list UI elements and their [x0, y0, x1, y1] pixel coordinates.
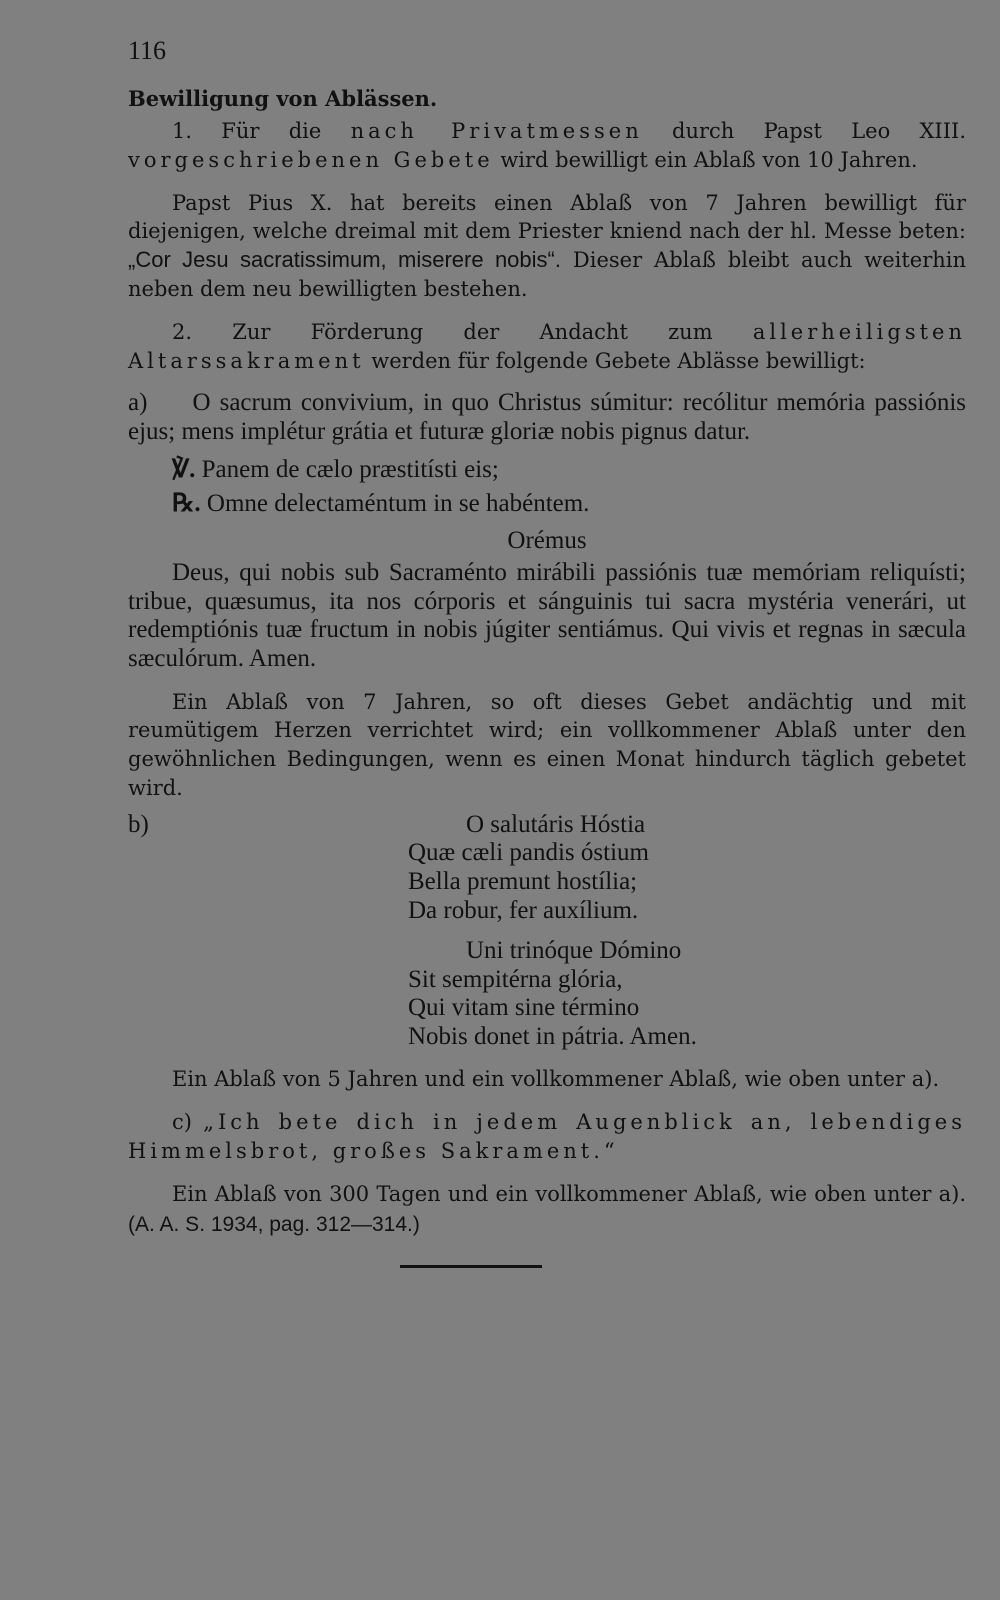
prayer-a-text-block — [128, 389, 966, 446]
verse-line: Quæ cæli pandis óstium — [408, 839, 649, 867]
section-heading: Bewilligung von Ablässen. — [128, 86, 438, 111]
indulgence-c-text: Ein Ablaß von 300 Tagen und ein vollkommener Ablaß, wie oben unter a). — [172, 1181, 966, 1206]
paragraph-pius-x-text: Papst Pius X. hat bereits einen Ablaß von 7 Jahren bewilligt für diejenigen, welche dreimal mit dem Priester kniend nach der hl. Messe beten: — [128, 190, 966, 244]
paragraph-privatmessen-spaced-2: vorgeschriebenen Gebete — [128, 147, 494, 172]
prayer-a-label: a) — [128, 389, 148, 417]
book-page — [128, 36, 966, 1268]
indulgence-c — [128, 1180, 966, 1240]
response-text: Omne delectaméntum in se habéntem. — [206, 489, 590, 517]
paragraph-privatmessen-spaced-1: nach Privatmessen — [350, 119, 643, 143]
prayer-b — [128, 811, 966, 1052]
prayer-b-stanza-1 — [408, 811, 966, 925]
verse-line: Da robur, fer auxílium. — [408, 896, 639, 924]
indulgence-c-source: (A. A. S. 1934, pag. 312—314.) — [128, 1212, 420, 1236]
oremus-heading: Orémus — [507, 526, 587, 554]
prayer-c-label: c) — [172, 1110, 204, 1135]
paragraph-pius-x-suffix: Dieser Ablaß bleibt auch weiterhin neben dem neu bewilligten bestehen. — [128, 248, 967, 301]
paragraph-privatmessen-suffix: wird bewilligt ein Ablaß von 10 Jahren. — [493, 147, 918, 172]
prayer-c — [128, 1108, 966, 1166]
verse-line: Uni trinóque Dómino — [466, 937, 682, 965]
response-symbol: ℞. — [172, 489, 201, 517]
versicle-line — [172, 455, 966, 485]
prayer-b-stanza-2 — [408, 937, 966, 1051]
versicle-text: Panem de cælo præstitísti eis; — [201, 455, 499, 483]
paragraph-pius-x-latin: „Cor Jesu sacratissimum, miserere nobis“. — [128, 247, 561, 273]
response-line — [172, 489, 966, 519]
paragraph-privatmessen-prefix: 1. Für die — [172, 119, 351, 143]
page-number: 116 — [128, 36, 167, 65]
paragraph-privatmessen — [128, 117, 966, 175]
versicle-symbol: ℣. — [172, 455, 196, 483]
paragraph-altarssakrament — [128, 318, 966, 376]
verse-line: Sit sempitérna glória, — [408, 965, 623, 993]
indulgence-b: Ein Ablaß von 5 Jahren und ein vollkommener Ablaß, wie oben unter a). — [172, 1067, 940, 1092]
verse-line: Qui vitam sine término — [408, 994, 640, 1022]
paragraph-altarssakrament-suffix: werden für folgende Gebete Ablässe bewilligt: — [364, 348, 866, 373]
prayer-b-label: b) — [128, 810, 149, 838]
collect-prayer: Deus, qui nobis sub Sacraménto mirábili passiónis tuæ memóriam reliquísti; tribue, quæsumus, ita nos córporis et sánguinis tui sacra mystéria venerári, ut redemptiónis tuæ fructum in nobis júgiter sentiámus. Qui vivis et regnas in sæcula sæculórum. Amen. — [128, 559, 966, 672]
paragraph-altarssakrament-prefix: 2. Zur Förderung der Andacht zum — [172, 319, 753, 344]
verse-line: O salutáris Hóstia — [466, 810, 646, 838]
prayer-c-text: „Ich bete dich in jedem Augenblick an, lebendiges Himmelsbrot, großes Sakrament.“ — [128, 1110, 966, 1164]
verse-line: Nobis donet in pátria. Amen. — [408, 1022, 697, 1050]
paragraph-pius-x — [128, 189, 966, 304]
prayer-a-text: O sacrum convivium, in quo Christus súmitur: recólitur memória passiónis ejus; mens implétur grátia et futuræ gloriæ nobis pignus datur. — [128, 389, 966, 445]
paragraph-altarssakrament-spaced: allerheiligsten Altarssakrament — [128, 319, 966, 373]
closing-rule — [400, 1265, 542, 1268]
indulgence-a: Ein Ablaß von 7 Jahren, so oft dieses Gebet andächtig und mit reumütigem Herzen verrichtet wird; ein vollkommener Ablaß unter den gewöhnlichen Bedingungen, wenn es einen Monat hindurch täglich gebetet wird. — [128, 689, 966, 800]
paragraph-privatmessen-mid: durch Papst Leo XIII. — [642, 119, 966, 143]
verse-line: Bella premunt hostília; — [408, 867, 638, 895]
